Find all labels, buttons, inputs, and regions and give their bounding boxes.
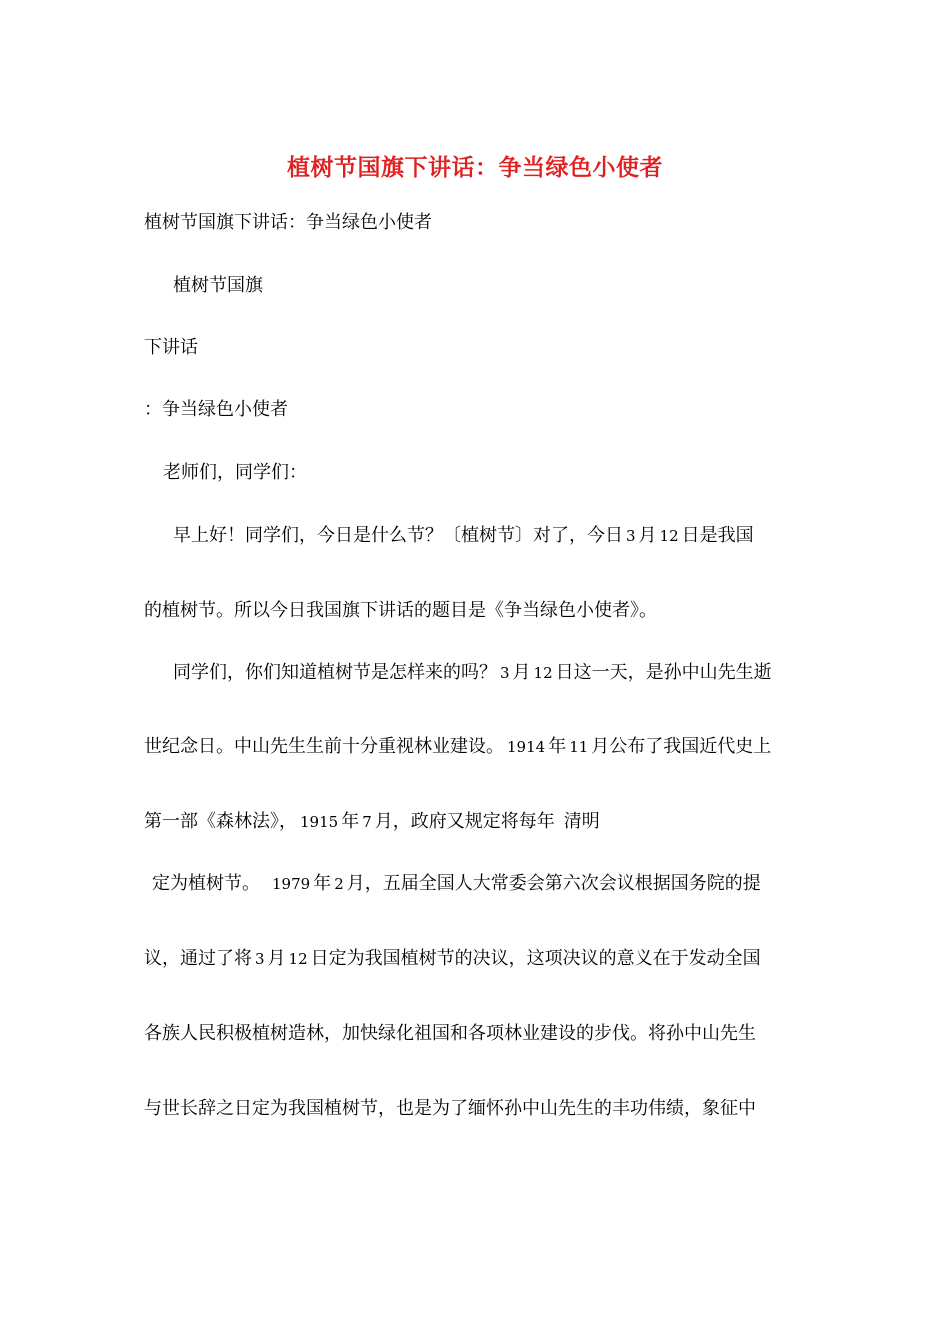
- text-span: 月公布了我国近代史上: [591, 736, 772, 757]
- text-line: 下讲话: [144, 337, 198, 358]
- number-span: 1915: [300, 813, 339, 831]
- text-line: 植树节国旗: [173, 275, 263, 296]
- number-span: 11: [569, 738, 589, 756]
- paragraph-line: [152, 871, 761, 897]
- document-title: 植树节国旗下讲话：争当绿色小使者: [287, 154, 663, 181]
- number-span: 1914: [507, 738, 546, 756]
- number-span: 3: [626, 527, 636, 545]
- greeting-line: 老师们，同学们：: [163, 462, 307, 483]
- paragraph-line: [173, 660, 772, 686]
- paragraph-line: [144, 734, 771, 760]
- text-span: 日是我国: [681, 525, 754, 546]
- number-span: 3: [500, 664, 510, 682]
- text-span: 年: [313, 873, 332, 894]
- paragraph-line: [173, 523, 754, 549]
- number-span: 3: [255, 950, 265, 968]
- text-span: 年: [548, 736, 567, 757]
- text-span: 月: [638, 525, 657, 546]
- paragraph-line: 各族人民积极植树造林，加快绿化祖国和各项林业建设的步伐。将孙中山先生: [144, 1023, 756, 1044]
- text-span: 日定为我国植树节的决议，这项决议的意义在于发动全国: [310, 948, 761, 969]
- text-span: 定为植树节。: [152, 873, 260, 894]
- paragraph-line: [144, 809, 600, 835]
- subtitle-line: 植树节国旗下讲话：争当绿色小使者: [144, 212, 432, 233]
- number-span: 12: [288, 950, 308, 968]
- number-span: 12: [659, 527, 679, 545]
- text-span: 月，五届全国人大常委会第六次会议根据国务院的提: [346, 873, 761, 894]
- paragraph-line: 与世长辞之日定为我国植树节，也是为了缅怀孙中山先生的丰功伟绩，象征中: [144, 1098, 756, 1119]
- paragraph-line: 的植树节。所以今日我国旗下讲话的题目是《争当绿色小使者》。: [144, 600, 657, 621]
- text-span: 日这一天，是孙中山先生逝: [555, 662, 772, 683]
- text-span: 第一部《森林法》，: [144, 811, 297, 832]
- number-span: 1979: [272, 875, 311, 893]
- paragraph-line: [144, 946, 761, 972]
- text-span: 同学们，你们知道植树节是怎样来的吗？: [173, 662, 497, 683]
- text-span: 议，通过了将: [144, 948, 252, 969]
- text-span: 世纪念日。中山先生生前十分重视林业建设。: [144, 736, 504, 757]
- number-span: 12: [533, 664, 553, 682]
- text-line: ：争当绿色小使者: [144, 399, 288, 420]
- number-span: 2: [334, 875, 344, 893]
- text-span: 月: [512, 662, 531, 683]
- text-span: 年: [341, 811, 360, 832]
- number-span: 7: [362, 813, 372, 831]
- text-span: 月，政府又规定将每年: [374, 811, 555, 832]
- text-span: 清明: [563, 811, 600, 832]
- text-span: 月: [267, 948, 286, 969]
- text-span: 早上好！同学们，今日是什么节？〔植树节〕对了，今日: [173, 525, 623, 546]
